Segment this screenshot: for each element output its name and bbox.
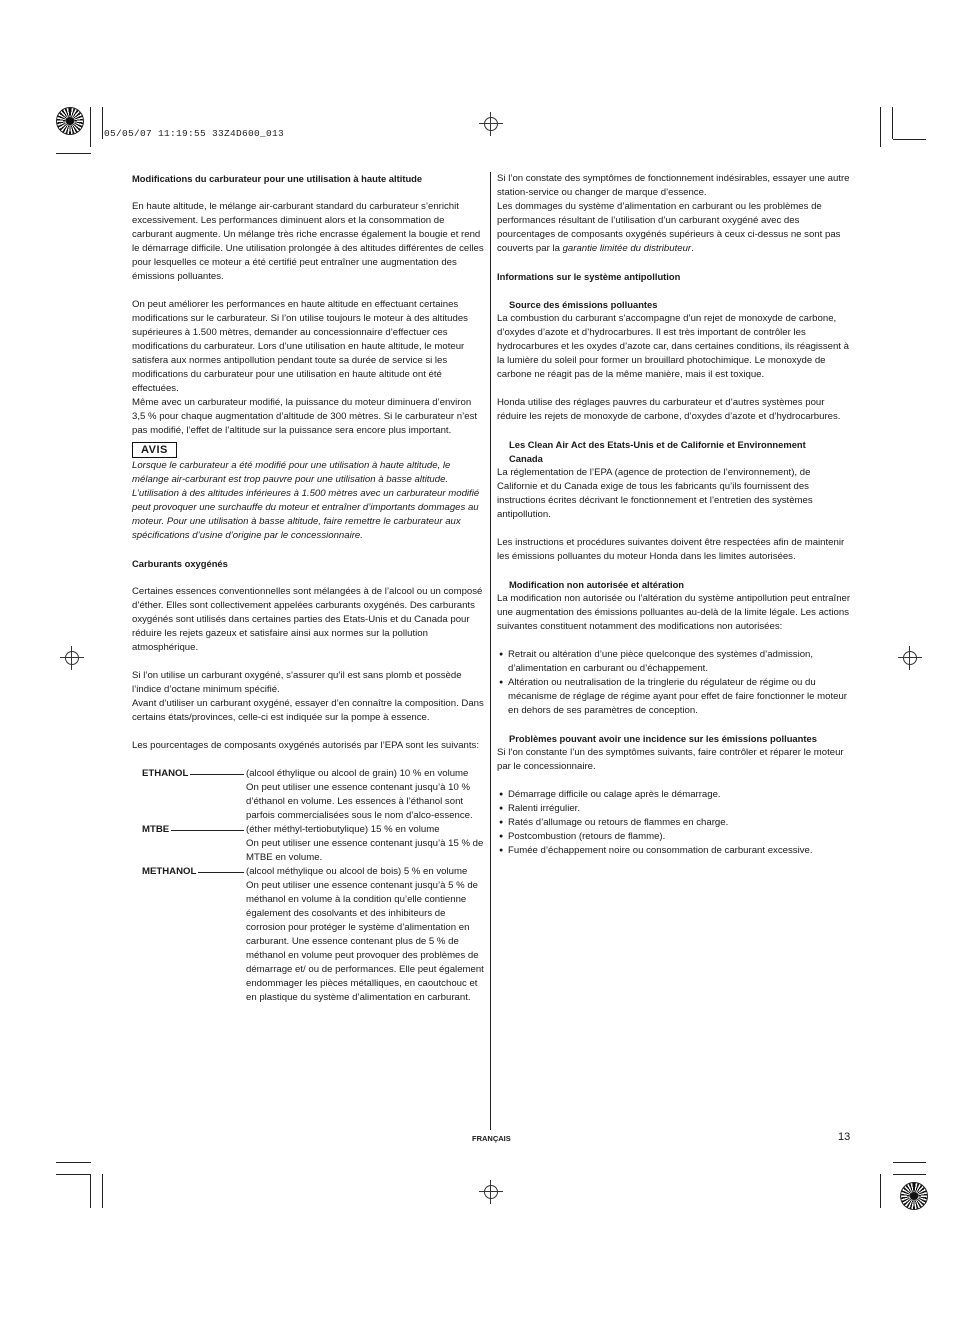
fuel-item-ethanol (132, 767, 486, 823)
list-item: ● Fumée d’échappement noire ou consommation de carburant excessive. (497, 844, 851, 858)
registration-crosshair-icon (898, 646, 922, 670)
fuel-list (132, 767, 486, 1005)
fuel-note: On peut utiliser une essence contenant jusqu’à 5 % de méthanol en volume à la condition qu’elle contienne également des cosolvants et des inhibiteurs de corrosion pour protéger le système d’alimentation en carburant. Une essence contenant plus de 5 % de méthanol en volume peut provoquer des problèmes de démarrage et/ ou de performances. Elle peut également endommager les pièces métalliques, en caoutchouc et en plastique du système d’alimentation en carburant. (246, 880, 484, 1003)
section-heading-emission-info: Informations sur le système antipollution (497, 271, 681, 282)
paragraph: Avant d’utiliser un carburant oxygéné, essayer d’en connaître la composition. Dans certains états/provinces, celle-ci est indiquée sur la pompe à essence. (132, 698, 484, 723)
section-heading-high-altitude: Modifications du carburateur pour une utilisation à haute altitude (132, 173, 423, 184)
list-item: ● Retrait ou altération d’une pièce quelconque des systèmes d’admission, d’alimentation en carburant ou d’échappement. (497, 648, 851, 676)
list-item: ● Postcombustion (retours de flamme). (497, 830, 851, 844)
paragraph: La modification non autorisée ou l’altération du système antipollution peut entraîner une augmentation des émissions polluantes au-delà de la limite légale. Les actions suivantes constituent notamment des modifications non autorisées: (497, 593, 851, 632)
column-divider (490, 172, 491, 1130)
paragraph: Si l’on constate des symptômes de fonctionnement indésirables, essayer une autre station-service ou changer de marque d’essence. (497, 173, 850, 198)
fuel-note: On peut utiliser une essence contenant jusqu’à 10 % d’éthanol en volume. Les essences à l’éthanol sont parfois commercialisées sous le nom d’alco-essence. (246, 782, 473, 821)
paragraph: Honda utilise des réglages pauvres du carburateur et d’autres systèmes pour réduire les rejets de monoxyde de carbone, d’oxydes d’azote et d’hydrocarbures. (497, 397, 841, 422)
paragraph: Même avec un carburateur modifié, la puissance du moteur diminuera d’environ 3,5 % pour chaque augmentation d’altitude de 300 mètres. Si le carburateur n’est pas modifié, l’effet de l’altitude sur la puissance sera encore plus important. (132, 397, 478, 436)
paragraph: Les pourcentages de composants oxygénés autorisés par l’EPA sont les suivants: (132, 740, 479, 751)
list-item: ● Altération ou neutralisation de la tringlerie du régulateur de régime ou du mécanisme de réglage de régime ayant pour effet de faire fonctionner le moteur en dehors de ses paramètres de conception. (497, 676, 851, 718)
paragraph: La combustion du carburant s’accompagne d’un rejet de monoxyde de carbone, d’oxydes d’azote et d’hydrocarbures. Il est très important de contrôler les hydrocarbures et les oxydes d’azote car, dans certaines conditions, ils réagissent à la lumière du soleil pour former un brouillard photochimique. Le monoxyde de carbone ne réagit pas de la même manière, mais il est toxique. (497, 313, 849, 380)
paragraph: Certaines essences conventionnelles sont mélangées à de l’alcool ou un composé d’éther. Elles sont collectivement appelées carburants oxygénés. Des carburants oxygénés sont utilisés dans certaines parties des Etats-Unis et du Canada pour réduire les rejets gazeux et satisfaire ainsi aux normes sur la pollution atmosphérique. (132, 586, 483, 653)
fuel-name: ETHANOL (142, 768, 189, 779)
paragraph-warranty (497, 200, 851, 256)
subheading-emission-source: Source des émissions polluantes (509, 299, 658, 310)
paragraph: On peut améliorer les performances en haute altitude en effectuant certaines modifications sur le carburateur. Si l’on utilise toujours le moteur à des altitudes supérieures à 1.500 mètres, demander au concessionnaire d’effectuer ces modifications du carburateur. Lors d’une utilisation en haute altitude, le moteur satisfera aux normes antipollution pendant toute sa durée de service si les modifications du carburateur pour une utilisation en haute altitude ont été effectuées. (132, 299, 468, 394)
right-column (497, 172, 851, 872)
subheading-clean-air-act (497, 438, 851, 466)
paragraph: Si l’on constante l’un des symptômes suivants, faire contrôler et réparer le moteur par le concessionnaire. (497, 747, 844, 772)
list-item: ● Démarrage difficile ou calage après le démarrage. (497, 788, 851, 802)
warranty-text: Les dommages du système d’alimentation en carburant ou les problèmes de performances résultant de l’utilisation d’un carburant oxygéné avec des pourcentages de composants oxygénés supérieurs à ceux ci-dessus ne sont pas couverts par la (497, 201, 841, 254)
list-item: ● Ratés d’allumage ou retours de flammes en charge. (497, 816, 851, 830)
fuel-item-methanol (132, 865, 486, 1005)
registration-star-icon (56, 107, 84, 135)
tampering-list (497, 648, 851, 718)
paragraph: Les instructions et procédures suivantes doivent être respectées afin de maintenir les émissions polluantes du moteur Honda dans les limites autorisées. (497, 537, 845, 562)
fuel-spec: (alcool méthylique ou alcool de bois) 5 % en volume (246, 866, 468, 877)
section-heading-oxygenated-fuels: Carburants oxygénés (132, 558, 228, 569)
fuel-name: METHANOL (142, 866, 197, 877)
language-label: FRANÇAIS (472, 1134, 511, 1143)
paragraph: Si l’on utilise un carburant oxygéné, s’assurer qu’il est sans plomb et possède l’indice d’octane minimum spécifié. (132, 670, 462, 695)
registration-crosshair-icon (60, 646, 84, 670)
fuel-name: MTBE (142, 824, 170, 835)
left-column (132, 172, 486, 1005)
list-item: ● Ralenti irrégulier. (497, 802, 851, 816)
avis-text: Lorsque le carburateur a été modifié pour une utilisation à haute altitude, le mélange air-carburant est trop pauvre pour une utilisation à basse altitude. L’utilisation à des altitudes inférieures à 1.500 mètres avec un carburateur modifié peut provoquer une surchauffe du moteur et entraîner d’importants dommages au moteur. Pour une utilisation à basse altitude, faire remettre le carburateur aux spécifications d’usine d’origine par le concessionnaire. (132, 460, 480, 541)
registration-crosshair-icon (479, 1180, 503, 1204)
subheading-tampering: Modification non autorisée et altération (509, 579, 685, 590)
registration-star-icon (900, 1182, 928, 1210)
fuel-item-mtbe (132, 823, 486, 865)
fuel-spec: (éther méthyl-tertiobutylique) 15 % en volume (246, 824, 440, 835)
subheading-line: Canada (509, 453, 543, 464)
symptoms-list (497, 788, 851, 858)
fuel-note: On peut utiliser une essence contenant jusqu’à 15 % de MTBE en volume. (246, 838, 484, 863)
subheading-emission-problems: Problèmes pouvant avoir une incidence sur les émissions polluantes (509, 733, 817, 744)
subheading-line: Les Clean Air Act des Etats-Unis et de Californie et Environnement (509, 439, 806, 450)
avis-label: AVIS (132, 442, 177, 458)
fuel-spec: (alcool éthylique ou alcool de grain) 10 % en volume (246, 768, 469, 779)
warranty-link-text: garantie limitée du distributeur (562, 243, 692, 254)
print-stamp: 05/05/07 11:19:55 33Z4D600_013 (104, 128, 285, 139)
page-number: 13 (838, 1131, 851, 1143)
period: . (691, 243, 694, 254)
paragraph: La réglementation de l’EPA (agence de protection de l’environnement), de Californie et du Canada exige de tous les fabricants qu’ils fournissent des instructions écrites décrivant le fonctionnement et l’entretien des systèmes antipollution. (497, 467, 813, 520)
registration-crosshair-icon (479, 112, 503, 136)
paragraph: En haute altitude, le mélange air-carburant standard du carburateur s’enrichit excessivement. Les performances diminuent alors et la consommation de carburant augmente. Un mélange très riche encrasse également la bougie et rend le démarrage difficile. Une utilisation prolongée à des altitudes différentes de celles pour lesquelles ce moteur a été certifié peut entraîner une augmentation des émissions polluantes. (132, 201, 484, 282)
